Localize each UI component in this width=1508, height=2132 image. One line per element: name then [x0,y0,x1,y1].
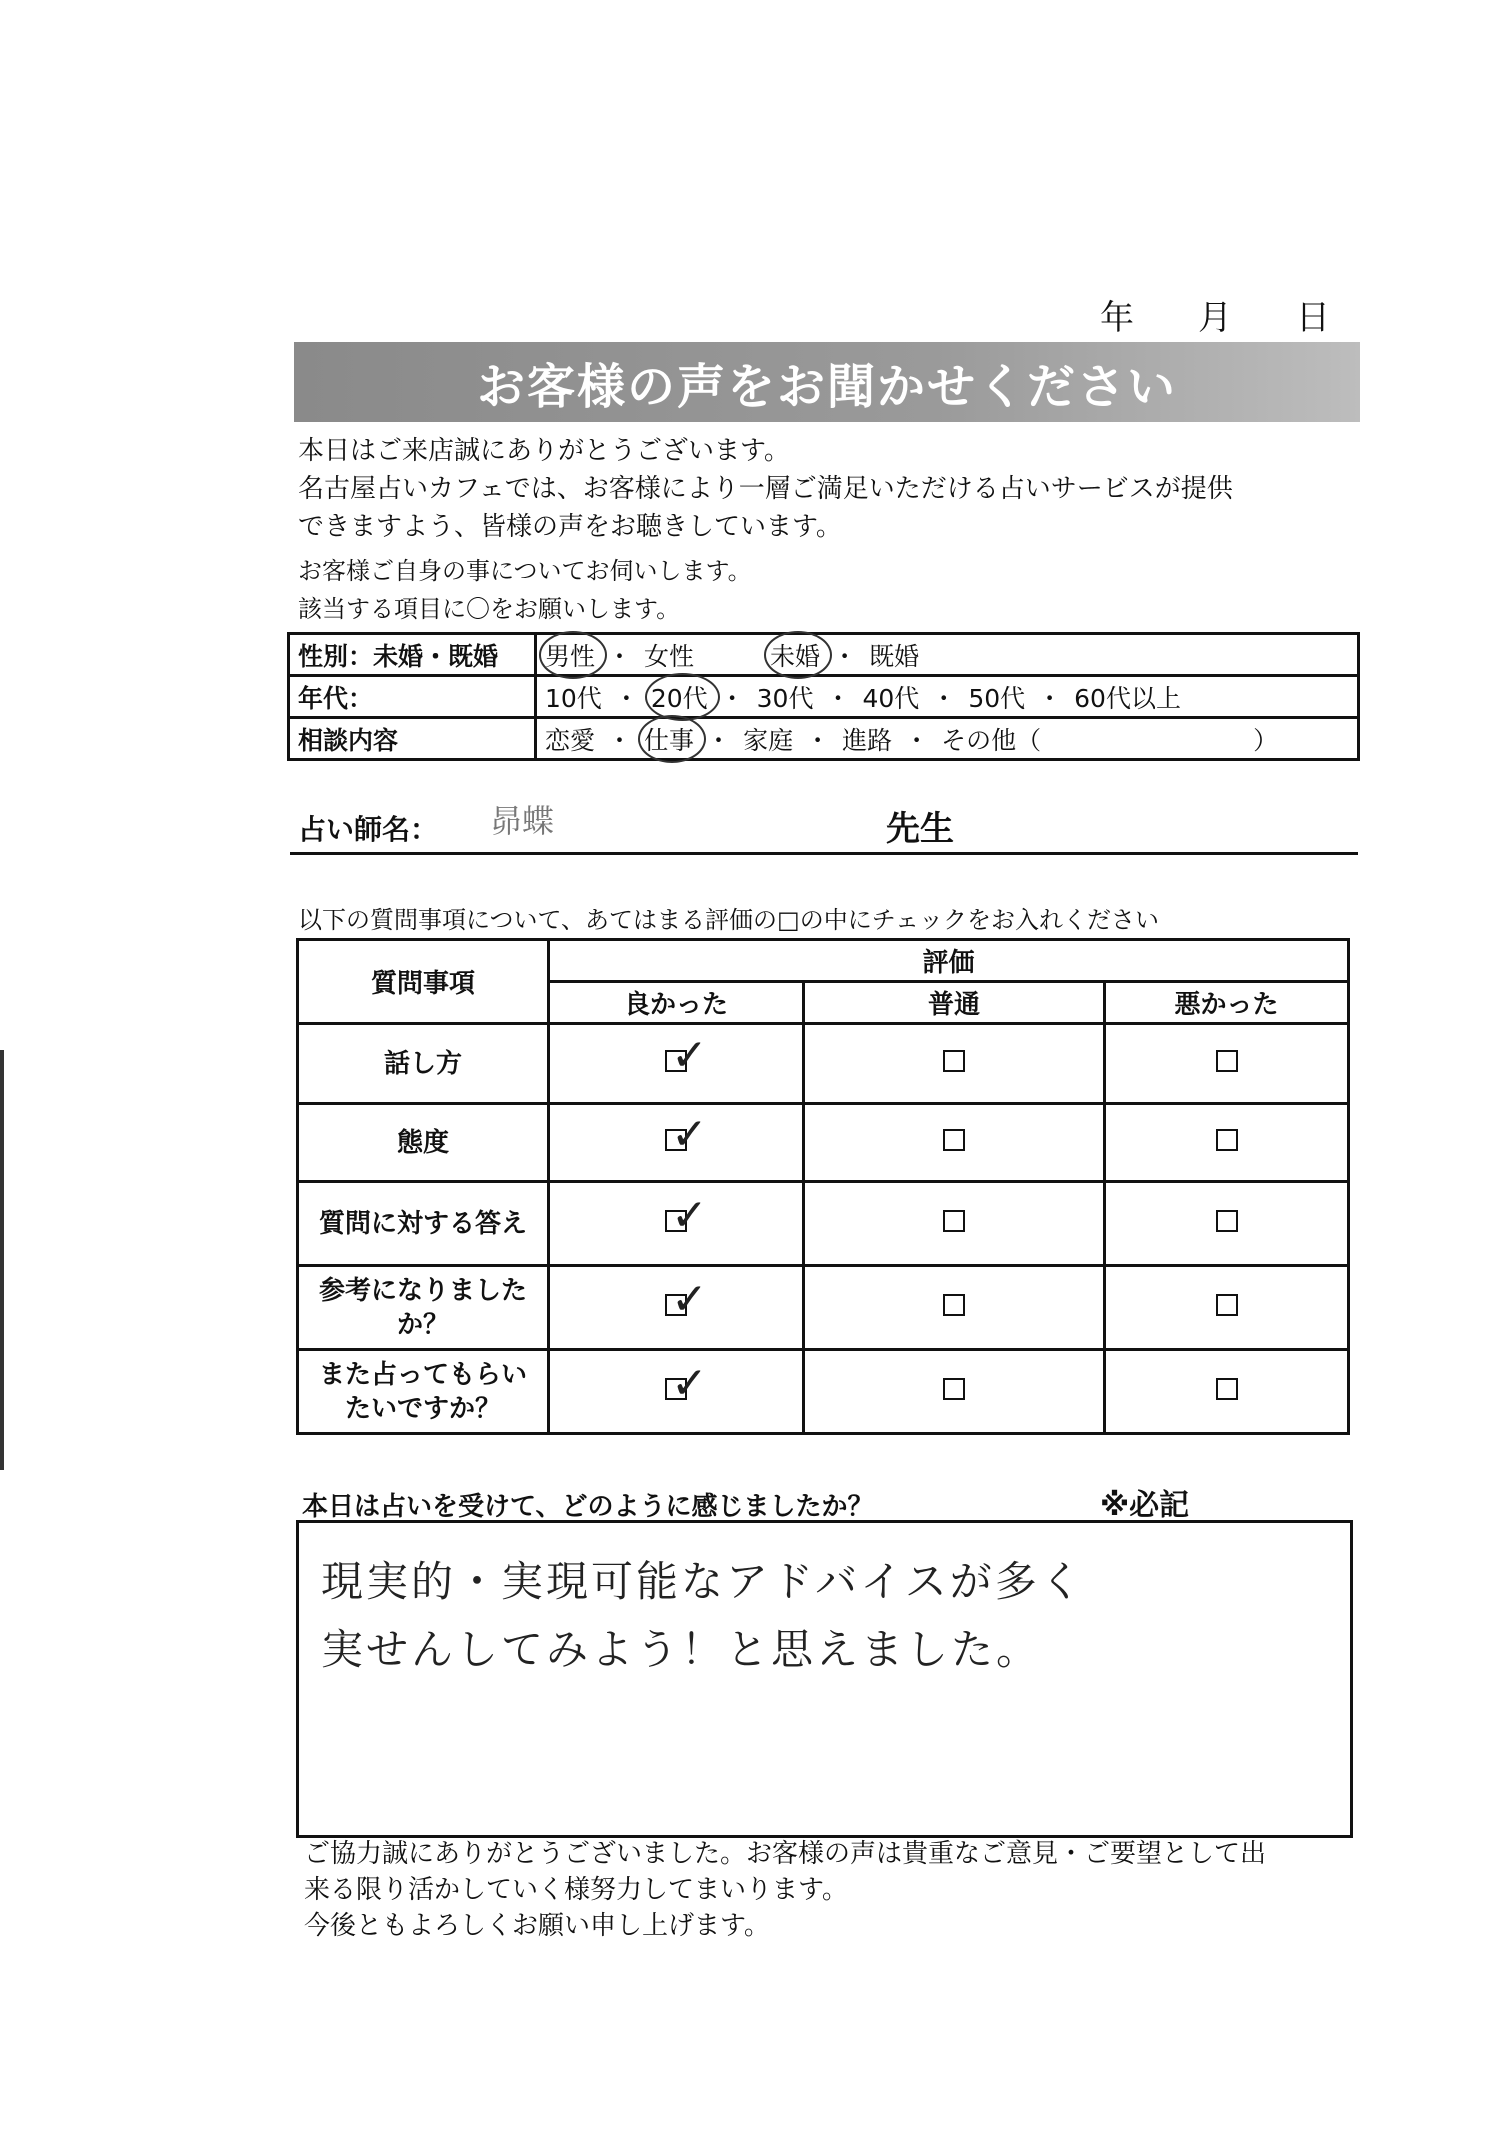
handwritten-circle-mark [638,715,706,763]
intro-line: できますよう、皆様の声をお聴きしています。 [298,512,842,542]
intro-line: 名古屋占いカフェでは、お客様により一層ご満足いただける占いサービスが提供 [298,474,1233,504]
instruction-line: お客様ご自身の事についてお伺いします。 [298,557,752,585]
handwritten-circle-mark [645,673,720,721]
closing-line: 来る限り活かしていく様努力してまいります。 [304,1875,848,1905]
handwritten-check-mark: ✓ [671,1108,708,1160]
date-field [1100,290,1330,339]
profile-option [614,679,645,715]
rating-cell [549,1024,804,1104]
rating-question: 参考になりましたか？ [298,1266,549,1350]
question-header: 質問事項 [298,940,549,1024]
rating-cell [804,1024,1105,1104]
profile-option[interactable] [545,679,608,715]
handwritten-circle-mark [539,631,607,679]
answer-line: 実せんしてみよう！と思えました。 [321,1625,1042,1674]
profile-option-text: ・ [931,683,957,713]
profile-option-text: 男性 [545,641,596,671]
teller-suffix: 先生 [886,809,954,849]
profile-options [536,634,1359,676]
rating-row [298,1350,1349,1434]
profile-option [825,679,856,715]
rating-cell [549,1350,804,1434]
profile-options [536,676,1359,718]
profile-option [805,721,836,757]
handwritten-check-mark: ✓ [671,1189,708,1241]
column-good: 良かった [549,982,804,1024]
profile-option [1037,679,1068,715]
rating-checkbox[interactable] [943,1050,965,1072]
rating-cell [549,1104,804,1182]
rating-checkbox[interactable] [1216,1050,1238,1072]
closing-text [304,1836,1266,1944]
profile-table [287,632,1360,761]
rating-cell [1105,1024,1349,1104]
handwritten-check-mark: ✓ [671,1273,708,1325]
rating-checkbox[interactable] [665,1273,708,1325]
profile-option[interactable] [757,679,820,715]
profile-option-text: ・ [607,641,633,671]
profile-option-text: 進路 [842,725,893,755]
rating-question: 態度 [298,1104,549,1182]
profile-option-text: ・ [904,725,930,755]
profile-option-text: ・ [805,725,831,755]
profile-option-text: ・ [613,683,639,713]
rating-cell [549,1182,804,1266]
profile-row [289,634,1359,676]
rating-cell [549,1266,804,1350]
rating-checkbox[interactable] [1216,1294,1238,1316]
profile-option[interactable] [545,637,601,673]
rating-row [298,1104,1349,1182]
profile-row-label: 性別：未婚・既婚 [289,634,536,676]
profile-option[interactable] [651,679,714,715]
profile-option-text: ・ [825,683,851,713]
profile-option-text: 40代 [862,683,920,713]
rating-cell [804,1104,1105,1182]
profile-option-text: 未婚 [770,641,821,671]
profile-option [607,637,638,673]
profile-option-text: 20代 [650,683,708,713]
handwritten-check-mark: ✓ [671,1357,708,1409]
profile-option-text: 既婚 [869,641,920,671]
title-banner [294,342,1360,422]
rating-cell [1105,1266,1349,1350]
profile-option[interactable] [862,679,925,715]
intro-text [298,432,1378,546]
rating-question: 質問に対する答え [298,1182,549,1266]
profile-option[interactable] [941,721,1047,757]
profile-option [832,637,863,673]
rating-cell [1105,1182,1349,1266]
rating-cell [1105,1350,1349,1434]
rating-cell [804,1350,1105,1434]
column-normal: 普通 [804,982,1105,1024]
profile-row-label: 年代： [289,676,536,718]
profile-option-text: 60代以上 [1074,683,1181,713]
rating-table [296,938,1350,1435]
teller-label: 占い師名： [298,813,439,846]
profile-option-text: 10代 [545,683,602,713]
rating-checkbox[interactable] [943,1294,965,1316]
rating-checkbox[interactable] [665,1357,708,1409]
rating-instructions: 以下の質問事項について、あてはまる評価の□の中にチェックをお入れください [298,906,1159,934]
profile-option[interactable] [968,679,1031,715]
rating-question: 話し方 [298,1024,549,1104]
rating-checkbox[interactable] [665,1029,708,1081]
closing-line: ご協力誠にありがとうございました。お客様の声は貴重なご意見・ご要望として出 [304,1839,1267,1869]
profile-option-text: 仕事 [644,725,695,755]
profile-option[interactable] [869,637,925,673]
profile-option[interactable] [1053,721,1284,757]
profile-option [706,721,737,757]
profile-option-text: ） [1053,725,1279,755]
rating-checkbox[interactable] [943,1210,965,1232]
profile-option-text: ・ [832,641,858,671]
profile-option-text: ・ [706,725,732,755]
profile-option[interactable] [644,721,700,757]
impression-question: 本日は占いを受けて、どのように感じましたか？ [302,1492,874,1522]
profile-instructions [298,552,752,628]
rating-checkbox[interactable] [1216,1210,1238,1232]
rating-checkbox[interactable] [1216,1378,1238,1400]
teller-name-handwritten[interactable]: 昴蝶 [490,802,555,840]
rating-cell [804,1182,1105,1266]
profile-option-text: 30代 [756,683,814,713]
rating-row [298,1024,1349,1104]
rating-question: また占ってもらいたいですか？ [298,1350,549,1434]
profile-row [289,718,1359,760]
year-label: 年 [1100,298,1134,338]
impression-answer-box[interactable] [296,1520,1353,1838]
profile-option [931,679,962,715]
profile-option [904,721,935,757]
profile-option-text: 女性 [644,641,695,671]
rating-cell [1105,1104,1349,1182]
rating-checkbox[interactable] [943,1378,965,1400]
scan-edge-shadow [0,1050,4,1470]
profile-option-text: ・ [607,725,633,755]
profile-option[interactable] [770,637,826,673]
profile-option[interactable] [644,637,700,673]
profile-option[interactable] [842,721,898,757]
answer-line: 現実的・実現可能なアドバイスが多く [321,1557,1085,1606]
fortune-teller-line [290,802,1358,855]
rating-checkbox[interactable] [1216,1129,1238,1151]
column-bad: 悪かった [1105,982,1349,1024]
evaluation-header: 評価 [549,940,1349,982]
instruction-line: 該当する項目に〇をお願いします。 [298,595,681,623]
rating-checkbox[interactable] [665,1189,708,1241]
intro-line: 本日はご来店誠にありがとうございます。 [298,436,790,466]
profile-option[interactable] [545,721,601,757]
day-label: 日 [1296,298,1330,338]
rating-row [298,1266,1349,1350]
profile-option[interactable] [743,721,799,757]
profile-option[interactable] [1074,679,1187,715]
rating-checkbox[interactable] [943,1129,965,1151]
handwritten-check-mark: ✓ [671,1029,708,1081]
month-label: 月 [1198,298,1232,338]
profile-options [536,718,1359,760]
closing-line: 今後ともよろしくお願い申し上げます。 [304,1911,770,1941]
profile-option-text: 50代 [968,683,1026,713]
rating-cell [804,1266,1105,1350]
profile-row [289,676,1359,718]
profile-option-text: 家庭 [743,725,794,755]
profile-option [607,721,638,757]
profile-option-text: ・ [719,683,745,713]
rating-checkbox[interactable] [665,1108,708,1160]
profile-option-text: 恋愛 [545,725,596,755]
rating-row [298,1182,1349,1266]
handwritten-circle-mark [764,631,832,679]
required-note: ※必記 [1100,1488,1190,1523]
page-title: お客様の声をお聞かせください [476,358,1177,415]
profile-row-label: 相談内容 [289,718,536,760]
profile-option-text: ・ [1037,683,1063,713]
profile-option-text: その他（ [941,725,1042,755]
profile-option [720,679,751,715]
